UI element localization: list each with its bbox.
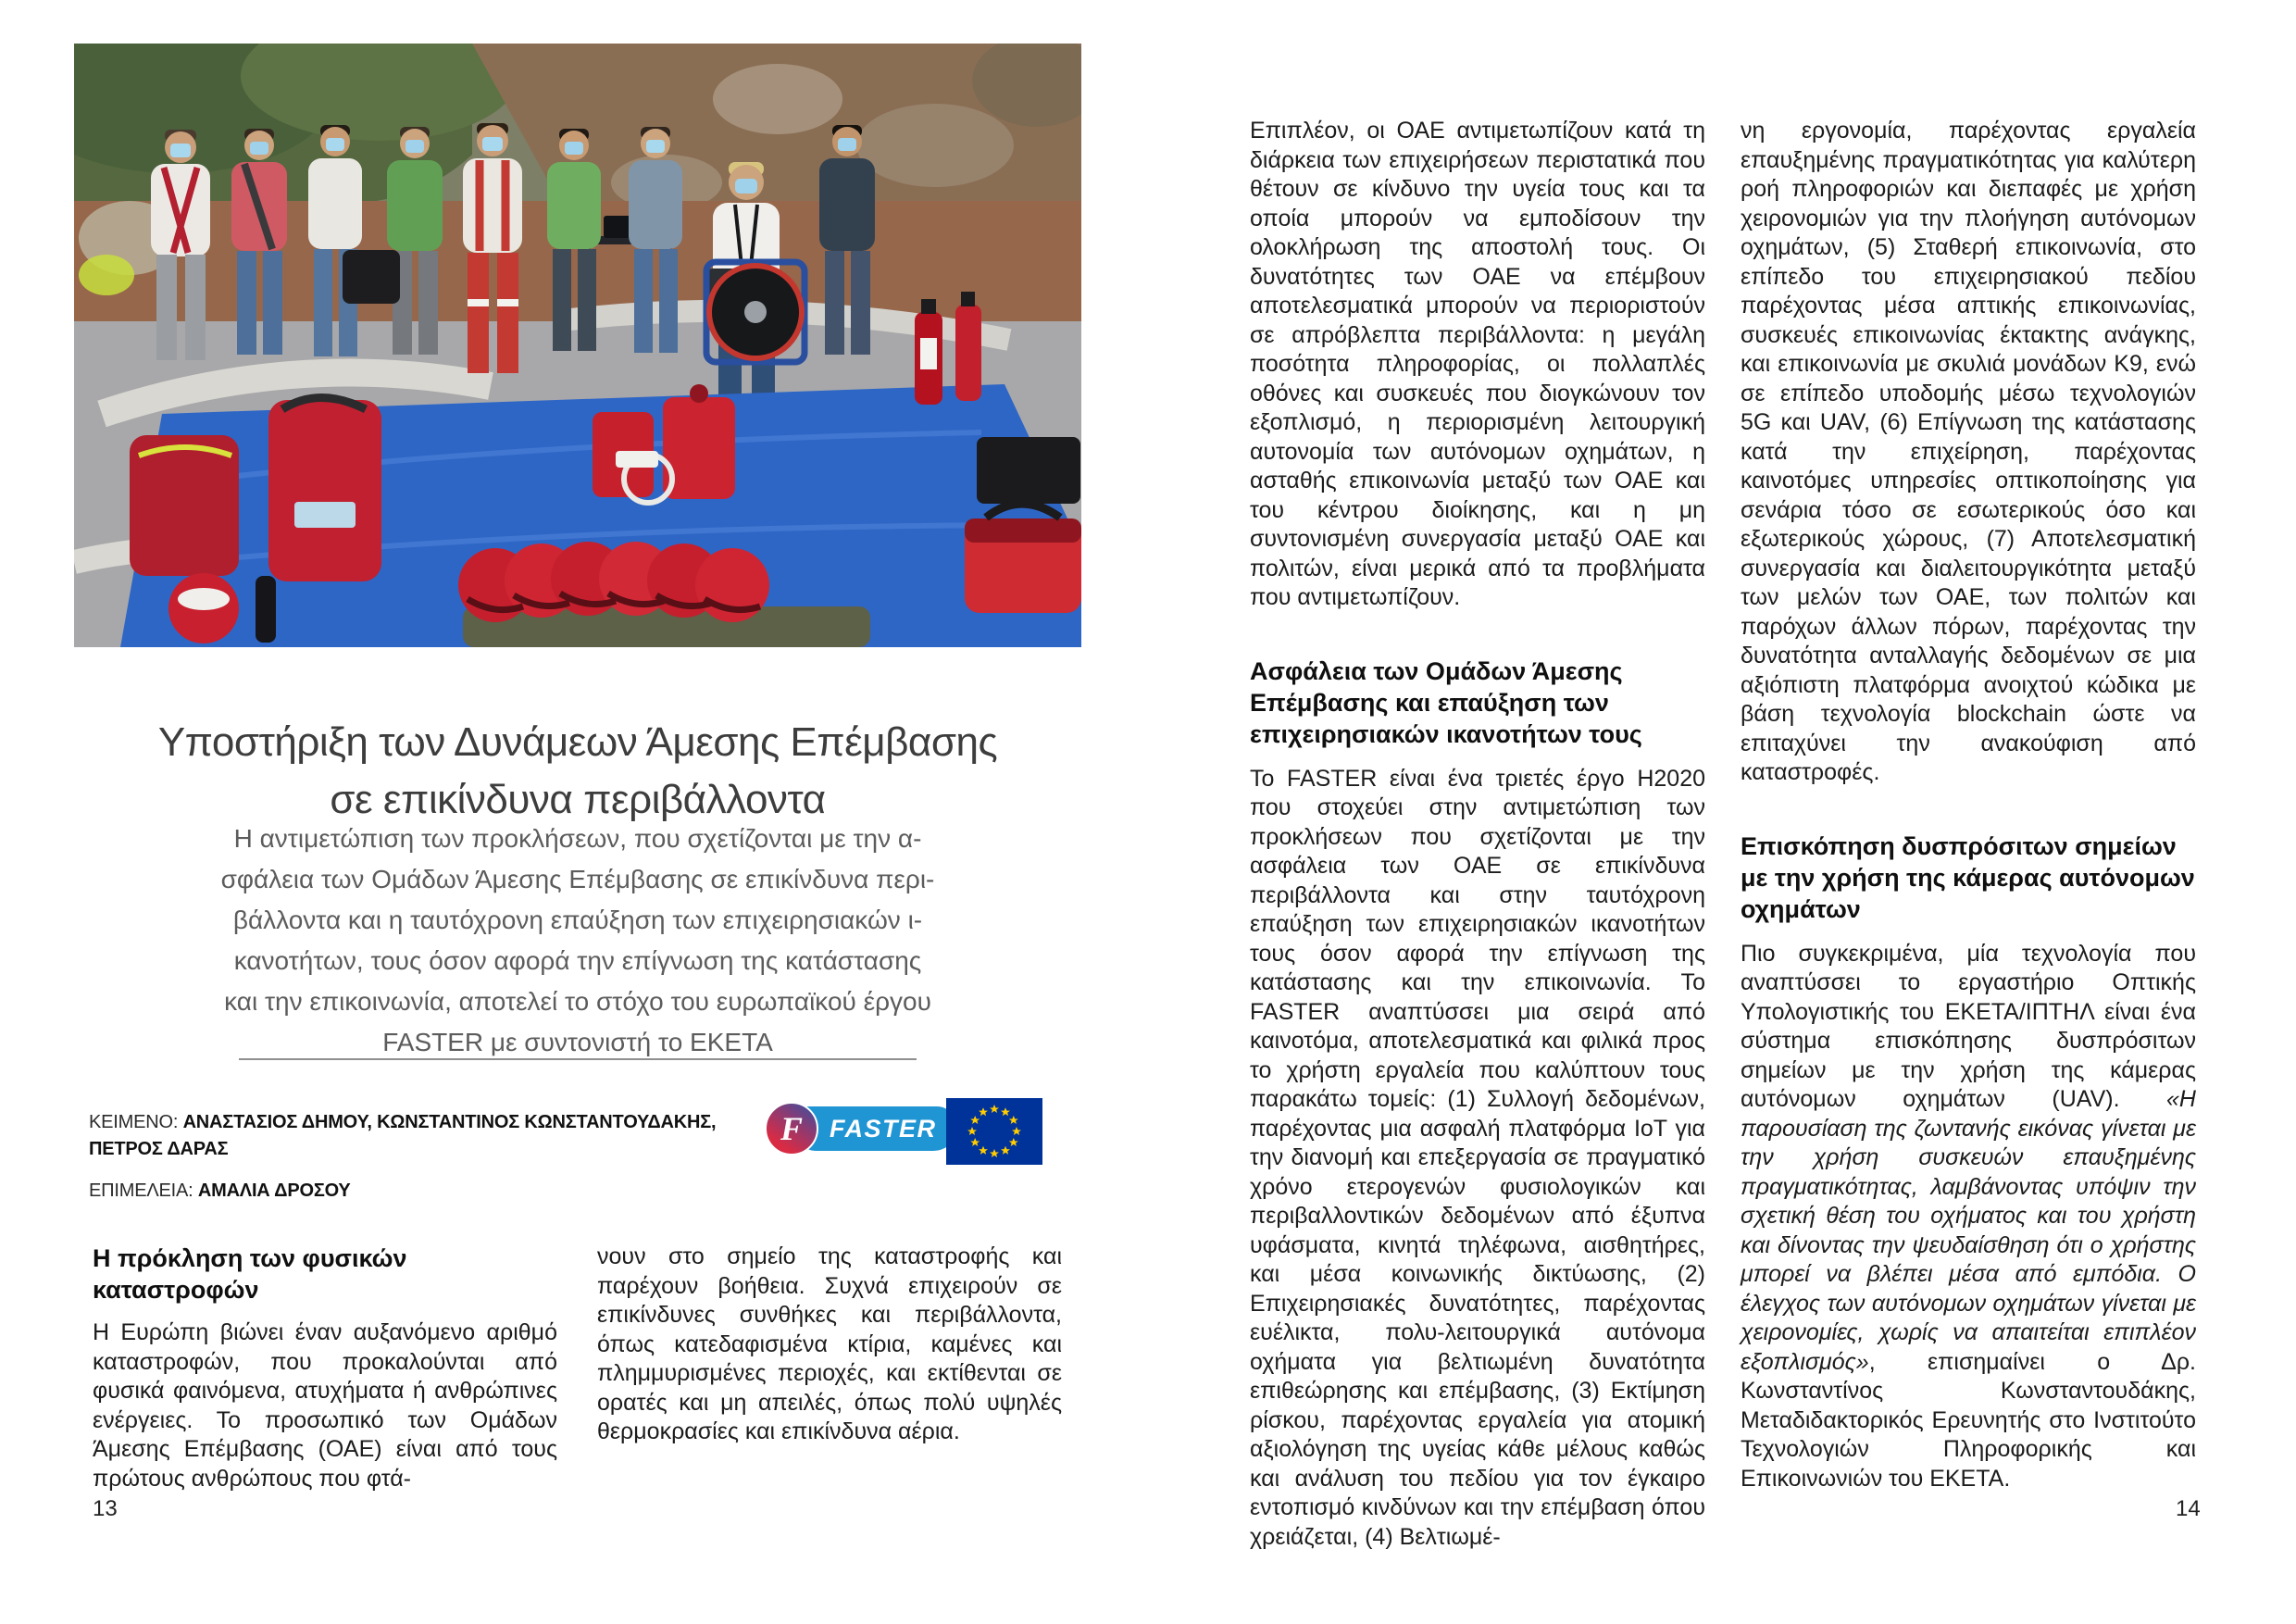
body-paragraph: Το FASTER είναι ένα τριετές έργο H2020 που στοχεύει στην αντιμετώπιση των προκλήσεων που σχετίζονται με την ασφάλεια των ΟΑΕ σε επικίνδυνα περιβάλλοντα και στην ταυτόχρονη επαύξηση των επιχειρησιακών ικανοτήτων τους όσον αφορά την επίγνωση της κατάστασης και την επικοινωνία. Το FASTER αναπτύσσει μια σειρά από καινοτόμα, αποτελεσματικά και φιλικά προς το χρήστη εργαλεία που καλύπτουν τους παρακάτω τομείς: (1) Συλλογή δεδομένων, παρέχοντας μια ασφαλή πλατφόρμα IoT για την διανομή και επεξεργασία σε πραγματικό χρόνο ετερογενών φυσιολογικών και περιβαλλοντικών δεδομένων από έξυπνα υφάσματα, κινητά τηλέφωνα, αισθητήρες, και μέσα κοινωνικής δικτύωσης, (2) Επιχειρησιακές δυνατότητες, παρέχοντας ευέλικτα, πολυ-λειτουργικά αυτόνομα οχήματα για βελτιωμένη δυνατότητα επιθεώρησης και επέμβασης, (3) Εκτίμηση ρίσκου, παρέχοντας εργαλεία για ατομική αξιολόγηση της υγείας κάθε μέλους καθώς και ανάλυση του πεδίου για τον έγκαιρο εντοπισμό κινδύνων και την επέμβαση όπου χρειάζεται, (4) Βελτιωμέ- bbox=[1250, 765, 1705, 1550]
faster-logo-initial: F bbox=[780, 1110, 803, 1147]
section-heading-natural-disasters: Η πρόκληση των φυσικών καταστροφών bbox=[93, 1244, 407, 1304]
right-page-column-1 bbox=[1250, 117, 1705, 1552]
article-lede bbox=[74, 818, 1081, 1063]
lede-divider bbox=[239, 1058, 917, 1060]
faster-logo-banner bbox=[798, 1106, 957, 1151]
byline-editor: ΑΜΑΛΙΑ ΔΡΟΣΟΥ bbox=[197, 1181, 351, 1201]
quote-attribution: , επισημαίνει ο Δρ. Κωνσταντίνος Κωνσταντουδάκης, Μεταδιδακτορικός Ερευνητής στο Ινστιτούτο Τεχνολογιών Πληροφορικής και Επικοινωνιών του ΕΚΕΤΑ. bbox=[1741, 1348, 2196, 1492]
section-heading-safety: Ασφάλεια των Ομάδων Άμεσης Επέμβασης και επαύξηση των επιχειρησιακών ικανοτήτων τους bbox=[1250, 656, 1642, 748]
article-title-line2: σε επικίνδυνα περιβάλλοντα bbox=[330, 777, 826, 823]
article-photo bbox=[74, 44, 1081, 647]
lede-line: Η αντιμετώπιση των προκλήσεων, που σχετίζονται με την α- bbox=[233, 824, 922, 853]
section-heading-uav-camera: Επισκόπηση δυσπρόσιτων σημείων με την χρήση της κάμερας αυτόνομων οχημάτων bbox=[1741, 831, 2195, 923]
byline-editor-label: ΕΠΙΜΕΛΕΙΑ: bbox=[89, 1181, 193, 1201]
eu-flag-icon bbox=[946, 1098, 1042, 1165]
body-paragraph: Η Ευρώπη βιώνει έναν αυξανόμενο αριθμό καταστροφών, που προκαλούνται από φυσικά φαινόμενα, ατυχήματα ή ανθρώπινες ενέργειες. Το προσωπικό των Ομάδων Άμεσης Επέμβασης (ΟΑΕ) είναι από τους πρώτους ανθρώπους που φτά- bbox=[93, 1319, 557, 1492]
byline-text-label: ΚΕΙΜΕΝΟ: bbox=[89, 1112, 179, 1132]
left-page-column-2 bbox=[597, 1243, 1062, 1447]
faster-logo-wordmark: FASTER bbox=[830, 1115, 937, 1143]
body-paragraph: νουν στο σημείο της καταστροφής και παρέχουν βοήθεια. Συχνά επιχειρούν σε επικίνδυνες συνθήκες και περιβάλλοντα, όπως κατεδαφισμένα κτίρια, καμένες και πλημμυρισμένες περιοχές, και εκτίθενται σε ορατές και μη απειλές, όπως πολύ υψηλές θερμοκρασίες και επικίνδυνα αέρια. bbox=[597, 1243, 1062, 1444]
paragraph-lead-in: Πιο συγκεκριμένα, μία τεχνολογία που αναπτύσσει το εργαστήριο Οπτικής Υπολογιστικής του ΕΚΕΤΑ/ΙΠΤΗΛ είναι ένα σύστημα επισκόπησης δυσπρόσιτων σημείων με την χρήση της κάμερας αυτόνομων οχημάτων (UAV). bbox=[1741, 940, 2196, 1112]
byline bbox=[89, 1109, 737, 1205]
body-paragraph: νη εργονομία, παρέχοντας εργαλεία επαυξημένης πραγματικότητας για καλύτερη ροή πληροφοριών και διεπαφές με χρήση χειρονομιών για την πλοήγηση αυτόνομων οχημάτων, (5) Σταθερή επικοινωνία, στο επίπεδο του επιχειρησιακού πεδίου παρέχοντας μέσα απτικής επικοινωνίας, συσκευές επικοινωνίας έκτακτης ανάγκης, και επικοινωνία με σκυλιά μονάδων K9, ενώ σε επίπεδο υποδομής μέσω τεχνολογιών 5G και UAV, (6) Επίγνωση της κατάστασης κατά την επιχείρηση, παρέχοντας καινοτόμες υπηρεσίες οπτικοποίησης για σενάρια τόσο σε εσωτερικούς όσο και εξωτερικούς χώρους, (7) Αποτελεσματική συνεργασία και διαλειτουργικότητα μεταξύ των μελών των ΟΑΕ, των πολιτών και παρόχων άλλων πόρων, παρέχοντας την δυνατότητα ανταλλαγής δεδομένων σε μια αξιόπιστη πλατφόρμα ανοιχτού κώδικα με βάση τεχνολογία blockchain ώστε να επιταχύνει την ανακούφιση από καταστροφές. bbox=[1741, 118, 2196, 785]
byline-authors: ΑΝΑΣΤΑΣΙΟΣ ΔΗΜΟΥ, ΚΩΝΣΤΑΝΤΙΝΟΣ ΚΩΝΣΤΑΝΤΟΥΔΑΚΗΣ, ΠΕΤΡΟΣ ΔΑΡΑΣ bbox=[89, 1112, 717, 1159]
lede-line: κανοτήτων, τους όσον αφορά την επίγνωση της κατάστασης bbox=[233, 946, 922, 975]
page-number-14: 14 bbox=[2176, 1496, 2201, 1521]
lede-line: FASTER με συντονιστή το ΕΚΕΤΑ bbox=[382, 1028, 773, 1056]
researcher-quote: «Η παρουσίαση της ζωντανής εικόνας γίνεται με την χρήση συσκευών επαυξημένης πραγματικότητας, λαμβάνοντας υπόψιν την σχετική θέση του οχήματος και του χρήστη και δίνοντας την ψευδαίσθηση ότι ο χρήστης μπορεί να βλέπει μέσα από εμπόδια. Ο έλεγχος των αυτόνομων οχημάτων γίνεται με χειρονομίες, χωρίς να απαιτείται επιπλέον εξοπλισμός» bbox=[1741, 1086, 2196, 1375]
article-title bbox=[74, 714, 1081, 829]
article-title-line1: Υποστήριξη των Δυνάμεων Άμεσης Επέμβασης bbox=[157, 719, 998, 766]
byline-editor-row bbox=[89, 1178, 737, 1205]
page-number-13: 13 bbox=[93, 1496, 118, 1521]
left-page-column-1 bbox=[93, 1243, 557, 1493]
faster-logo-icon bbox=[765, 1102, 818, 1156]
lede-line: σφάλεια των Ομάδων Άμεσης Επέμβασης σε επικίνδυνα περι- bbox=[220, 865, 935, 893]
right-page-column-2 bbox=[1741, 117, 2196, 1493]
body-paragraph: Επιπλέον, οι ΟΑΕ αντιμετωπίζουν κατά τη διάρκεια των επιχειρήσεων περιστατικά που θέτουν σε κίνδυνο την υγεία τους και τα οποία μπορούν να εμποδίσουν την ολοκλήρωση της αποστολή τους. Οι δυνατότητες των ΟΑΕ να επέμβουν αποτελεσματικά μπορούν να περιοριστούν σε απρόβλεπτα περιβάλλοντα: η μεγάλη ποσότητα πληροφορίας, οι πολλαπλές οθόνες και συσκευές που διογκώνουν τον εξοπλισμό, η περιορισμένη λειτουργική αυτονομία των αυτόνομων οχημάτων, η ασταθής επικοινωνία μεταξύ των ΟΑΕ και του κέντρου διοίκησης, και η μη συντονισμένη συνεργασία μεταξύ ΟΑΕ και πολιτών, είναι μερικά από τα προβλήματα που αντιμετωπίζουν. bbox=[1250, 118, 1705, 610]
body-paragraph-with-quote bbox=[1741, 940, 2196, 1494]
lede-line: βάλλοντα και η ταυτόχρονη επαύξηση των επιχειρησιακών ι- bbox=[232, 906, 923, 934]
lede-line: και την επικοινωνία, αποτελεί το στόχο του ευρωπαϊκού έργου bbox=[224, 987, 931, 1016]
byline-authors-row bbox=[89, 1109, 737, 1163]
